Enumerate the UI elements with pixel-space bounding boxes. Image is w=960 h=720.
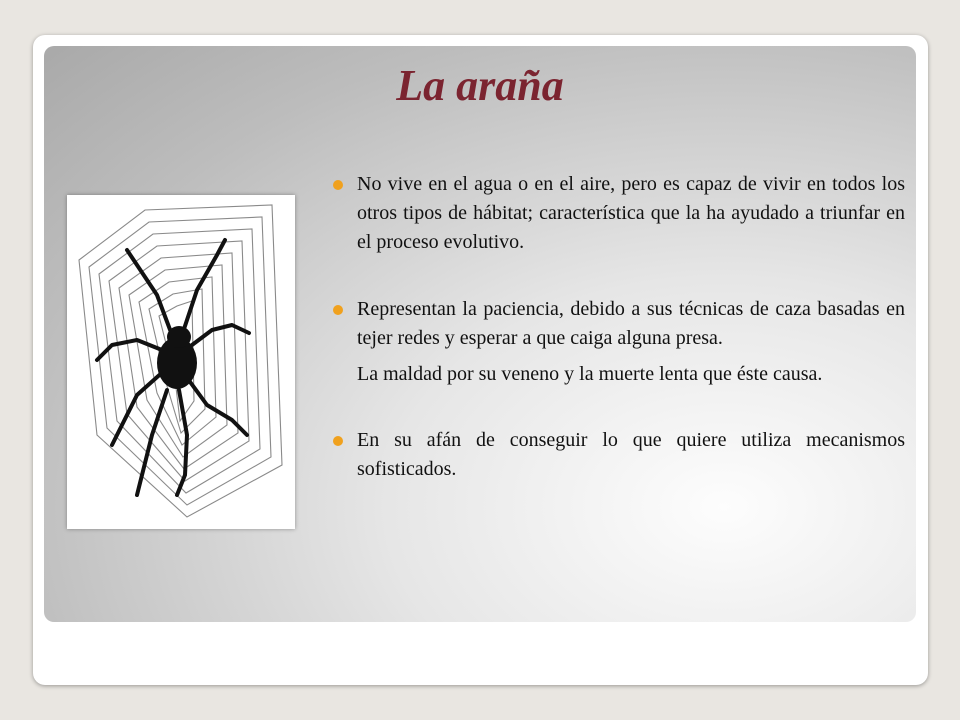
bullet-item (330, 426, 905, 484)
spider-picture (67, 195, 295, 529)
bullet-text: No vive en el agua o en el aire, pero es capaz de vivir en todos los otros tipos de hábitat; característica que la ha ayudado a triunfar en el proceso evolutivo. (357, 173, 905, 253)
bullet-item (330, 170, 905, 257)
bullet-text: En su afán de conseguir lo que quiere utiliza mecanismos sofisticados. (357, 429, 905, 480)
bullet-item (330, 295, 905, 353)
spider-web-icon (67, 195, 295, 529)
paragraph-text: La maldad por su veneno y la muerte lenta que éste causa. (357, 363, 823, 385)
bullet-marker (333, 305, 343, 315)
bullet-list (330, 170, 905, 484)
bullet-marker (333, 180, 343, 190)
bullet-marker (333, 436, 343, 446)
slide-title: La araña (396, 61, 564, 110)
continuation-paragraph (330, 360, 905, 389)
bullet-text: Representan la paciencia, debido a sus técnicas de caza basadas en tejer redes y esperar a que caiga alguna presa. (357, 298, 905, 349)
